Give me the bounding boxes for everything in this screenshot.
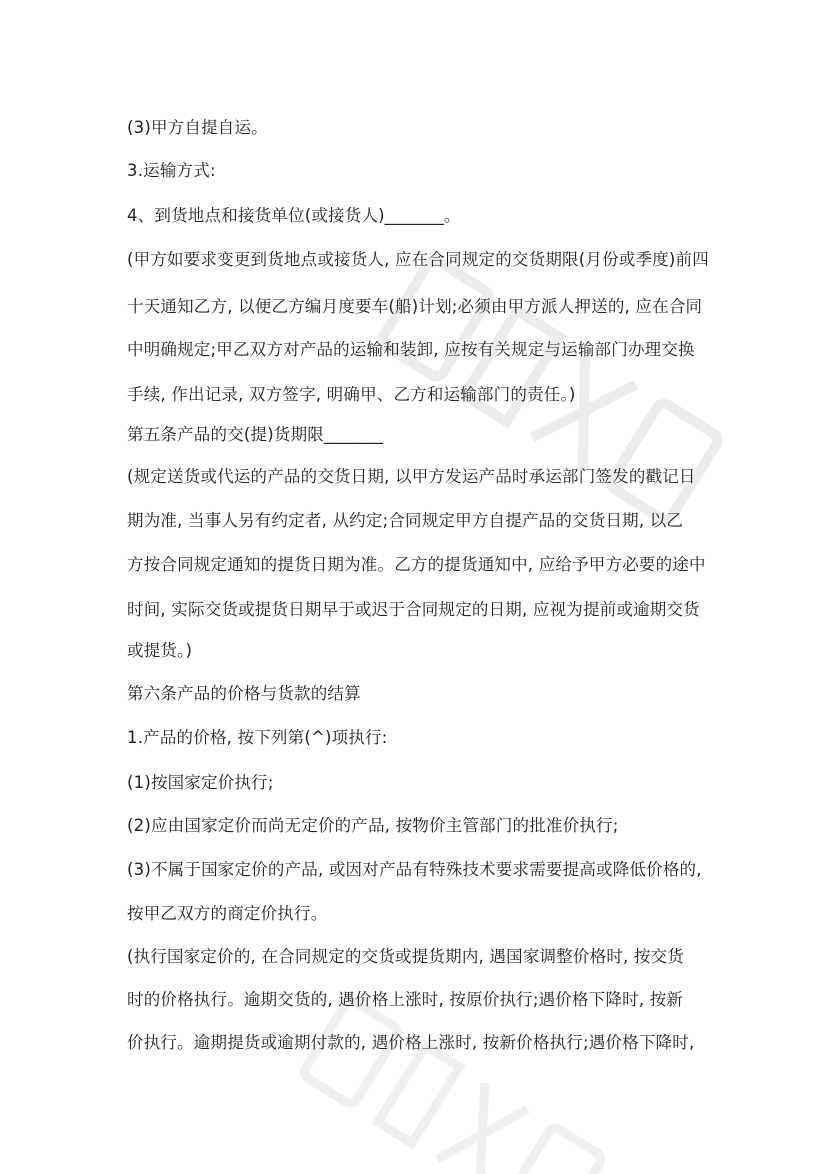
text-line: 按甲乙双方的商定价执行。 [127, 904, 328, 923]
text-line: (甲方如要求变更到货地点或接货人, 应在合同规定的交货期限(月份或季度)前四 [127, 250, 709, 269]
text-line: (3)甲方自提自运。 [127, 118, 268, 137]
text-line: 方按合同规定通知的提货日期为准。乙方的提货通知中, 应给予甲方必要的途中 [127, 555, 706, 574]
text-line: 十天通知乙方, 以便乙方编月度要车(船)计划;必须由甲方派人押送的, 应在合同 [127, 297, 703, 316]
text-line: 时的价格执行。逾期交货的, 遇价格上涨时, 按原价执行;遇价格下降时, 按新 [127, 990, 684, 1009]
text-line: (2)应由国家定价而尚无定价的产品, 按物价主管部门的批准价执行; [127, 816, 619, 835]
text-line: (3)不属于国家定价的产品, 或因对产品有特殊技术要求需要提高或降低价格的, [127, 860, 702, 879]
text-line: (执行国家定价的, 在合同规定的交货或提货期内, 遇国家调整价格时, 按交货 [127, 947, 685, 966]
text-line: 时间, 实际交货或提货日期早于或迟于合同规定的日期, 应视为提前或逾期交货 [127, 600, 700, 619]
section-heading: 第五条产品的交(提)货期限_______ [127, 425, 384, 444]
text-line: 3.运输方式: [127, 161, 216, 180]
text-line: 4、到货地点和接货单位(或接货人)_______。 [127, 206, 461, 225]
text-line: 期为准, 当事人另有约定者, 从约定;合同规定甲方自提产品的交货日期, 以乙 [127, 511, 684, 530]
text-line: 中明确规定;甲乙双方对产品的运输和装卸, 应按有关规定与运输部门办理交换 [127, 340, 695, 359]
text-line: (规定送货或代运的产品的交货日期, 以甲方发运产品时承运部门签发的戳记日 [127, 467, 696, 486]
text-line: 或提货。) [127, 641, 193, 660]
text-line: 1.产品的价格, 按下列第(^)项执行: [127, 728, 388, 747]
text-line: 手续, 作出记录, 双方签字, 明确甲、乙方和运输部门的责任。) [127, 385, 576, 404]
section-heading: 第六条产品的价格与货款的结算 [127, 684, 361, 703]
text-line: (1)按国家定价执行; [127, 773, 274, 792]
text-line: 价执行。逾期提货或逾期付款的, 遇价格上涨时, 按新价格执行;遇价格下降时, [127, 1033, 695, 1052]
